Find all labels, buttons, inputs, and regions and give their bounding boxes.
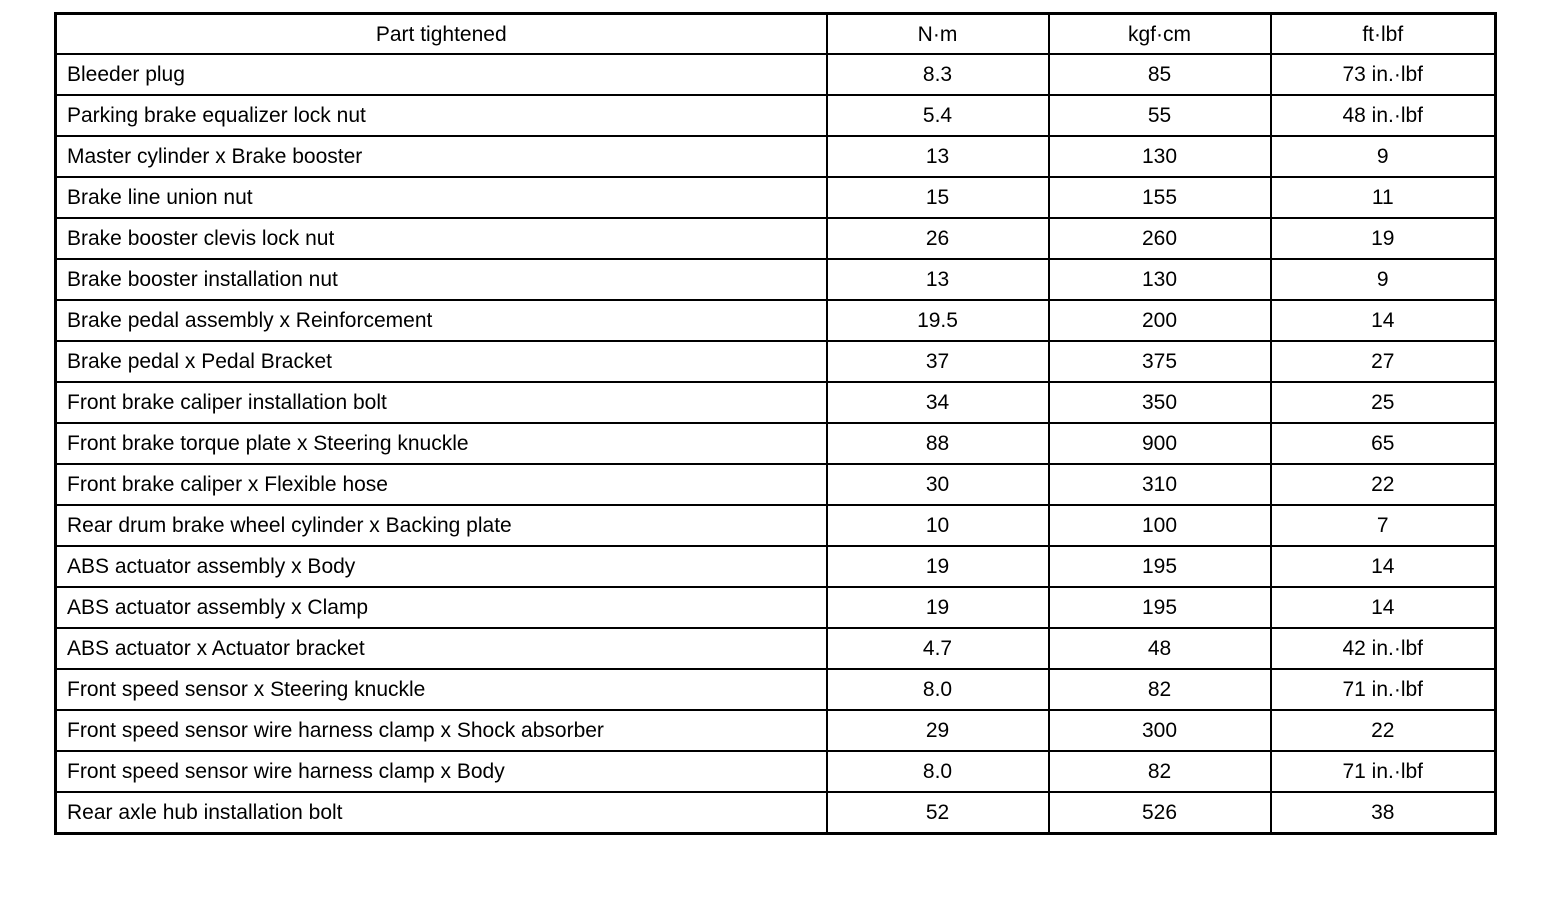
cell-ft-lbf: 11 (1271, 177, 1496, 218)
cell-kgf-cm: 82 (1049, 669, 1271, 710)
torque-spec-table-wrapper (54, 12, 1494, 835)
cell-part: Front speed sensor x Steering knuckle (56, 669, 827, 710)
cell-nm: 30 (827, 464, 1049, 505)
cell-kgf-cm: 48 (1049, 628, 1271, 669)
header-part-tightened: Part tightened (56, 14, 827, 55)
table-row (56, 669, 1496, 710)
table-row (56, 218, 1496, 259)
table-row (56, 300, 1496, 341)
cell-part: ABS actuator assembly x Body (56, 546, 827, 587)
cell-kgf-cm: 900 (1049, 423, 1271, 464)
cell-part: Rear drum brake wheel cylinder x Backing plate (56, 505, 827, 546)
cell-kgf-cm: 260 (1049, 218, 1271, 259)
cell-part: Brake pedal assembly x Reinforcement (56, 300, 827, 341)
cell-ft-lbf: 22 (1271, 464, 1496, 505)
cell-kgf-cm: 310 (1049, 464, 1271, 505)
torque-spec-table (54, 12, 1497, 835)
cell-ft-lbf: 65 (1271, 423, 1496, 464)
cell-nm: 10 (827, 505, 1049, 546)
cell-part: Brake line union nut (56, 177, 827, 218)
cell-nm: 19.5 (827, 300, 1049, 341)
cell-ft-lbf: 38 (1271, 792, 1496, 834)
cell-nm: 52 (827, 792, 1049, 834)
table-row (56, 628, 1496, 669)
cell-nm: 19 (827, 546, 1049, 587)
cell-ft-lbf: 7 (1271, 505, 1496, 546)
cell-ft-lbf: 22 (1271, 710, 1496, 751)
cell-part: Brake pedal x Pedal Bracket (56, 341, 827, 382)
cell-kgf-cm: 300 (1049, 710, 1271, 751)
table-row (56, 341, 1496, 382)
cell-part: Bleeder plug (56, 54, 827, 95)
cell-nm: 15 (827, 177, 1049, 218)
cell-nm: 8.0 (827, 669, 1049, 710)
cell-ft-lbf: 9 (1271, 136, 1496, 177)
cell-part: Brake booster clevis lock nut (56, 218, 827, 259)
cell-kgf-cm: 526 (1049, 792, 1271, 834)
cell-part: Front brake torque plate x Steering knuckle (56, 423, 827, 464)
cell-nm: 29 (827, 710, 1049, 751)
table-row (56, 177, 1496, 218)
cell-nm: 34 (827, 382, 1049, 423)
cell-nm: 88 (827, 423, 1049, 464)
table-row (56, 464, 1496, 505)
table-row (56, 423, 1496, 464)
table-header-row (56, 14, 1496, 55)
cell-part: Front speed sensor wire harness clamp x Shock absorber (56, 710, 827, 751)
cell-kgf-cm: 155 (1049, 177, 1271, 218)
cell-ft-lbf: 14 (1271, 546, 1496, 587)
header-ft-lbf: ft·lbf (1271, 14, 1496, 55)
cell-ft-lbf: 27 (1271, 341, 1496, 382)
cell-nm: 5.4 (827, 95, 1049, 136)
cell-part: Rear axle hub installation bolt (56, 792, 827, 834)
cell-ft-lbf: 73 in.·lbf (1271, 54, 1496, 95)
cell-ft-lbf: 14 (1271, 587, 1496, 628)
cell-part: Front speed sensor wire harness clamp x Body (56, 751, 827, 792)
cell-ft-lbf: 42 in.·lbf (1271, 628, 1496, 669)
cell-nm: 8.3 (827, 54, 1049, 95)
cell-kgf-cm: 195 (1049, 546, 1271, 587)
cell-nm: 4.7 (827, 628, 1049, 669)
cell-nm: 13 (827, 259, 1049, 300)
cell-part: ABS actuator assembly x Clamp (56, 587, 827, 628)
cell-kgf-cm: 55 (1049, 95, 1271, 136)
cell-nm: 19 (827, 587, 1049, 628)
table-row (56, 54, 1496, 95)
table-row (56, 505, 1496, 546)
cell-ft-lbf: 9 (1271, 259, 1496, 300)
cell-part: Brake booster installation nut (56, 259, 827, 300)
cell-kgf-cm: 200 (1049, 300, 1271, 341)
cell-ft-lbf: 19 (1271, 218, 1496, 259)
cell-kgf-cm: 130 (1049, 259, 1271, 300)
table-row (56, 751, 1496, 792)
cell-kgf-cm: 350 (1049, 382, 1271, 423)
table-row (56, 136, 1496, 177)
cell-kgf-cm: 130 (1049, 136, 1271, 177)
cell-nm: 8.0 (827, 751, 1049, 792)
cell-part: Front brake caliper installation bolt (56, 382, 827, 423)
cell-ft-lbf: 14 (1271, 300, 1496, 341)
cell-ft-lbf: 25 (1271, 382, 1496, 423)
cell-kgf-cm: 100 (1049, 505, 1271, 546)
cell-ft-lbf: 48 in.·lbf (1271, 95, 1496, 136)
table-row (56, 382, 1496, 423)
table-row (56, 95, 1496, 136)
header-kgf-cm: kgf·cm (1049, 14, 1271, 55)
cell-kgf-cm: 82 (1049, 751, 1271, 792)
cell-kgf-cm: 195 (1049, 587, 1271, 628)
table-row (56, 792, 1496, 834)
header-nm: N·m (827, 14, 1049, 55)
cell-part: Front brake caliper x Flexible hose (56, 464, 827, 505)
cell-nm: 37 (827, 341, 1049, 382)
table-row (56, 259, 1496, 300)
cell-nm: 13 (827, 136, 1049, 177)
table-body (56, 54, 1496, 834)
table-row (56, 587, 1496, 628)
cell-ft-lbf: 71 in.·lbf (1271, 751, 1496, 792)
cell-part: Parking brake equalizer lock nut (56, 95, 827, 136)
cell-ft-lbf: 71 in.·lbf (1271, 669, 1496, 710)
table-row (56, 710, 1496, 751)
cell-part: ABS actuator x Actuator bracket (56, 628, 827, 669)
cell-nm: 26 (827, 218, 1049, 259)
cell-kgf-cm: 375 (1049, 341, 1271, 382)
table-row (56, 546, 1496, 587)
cell-part: Master cylinder x Brake booster (56, 136, 827, 177)
cell-kgf-cm: 85 (1049, 54, 1271, 95)
